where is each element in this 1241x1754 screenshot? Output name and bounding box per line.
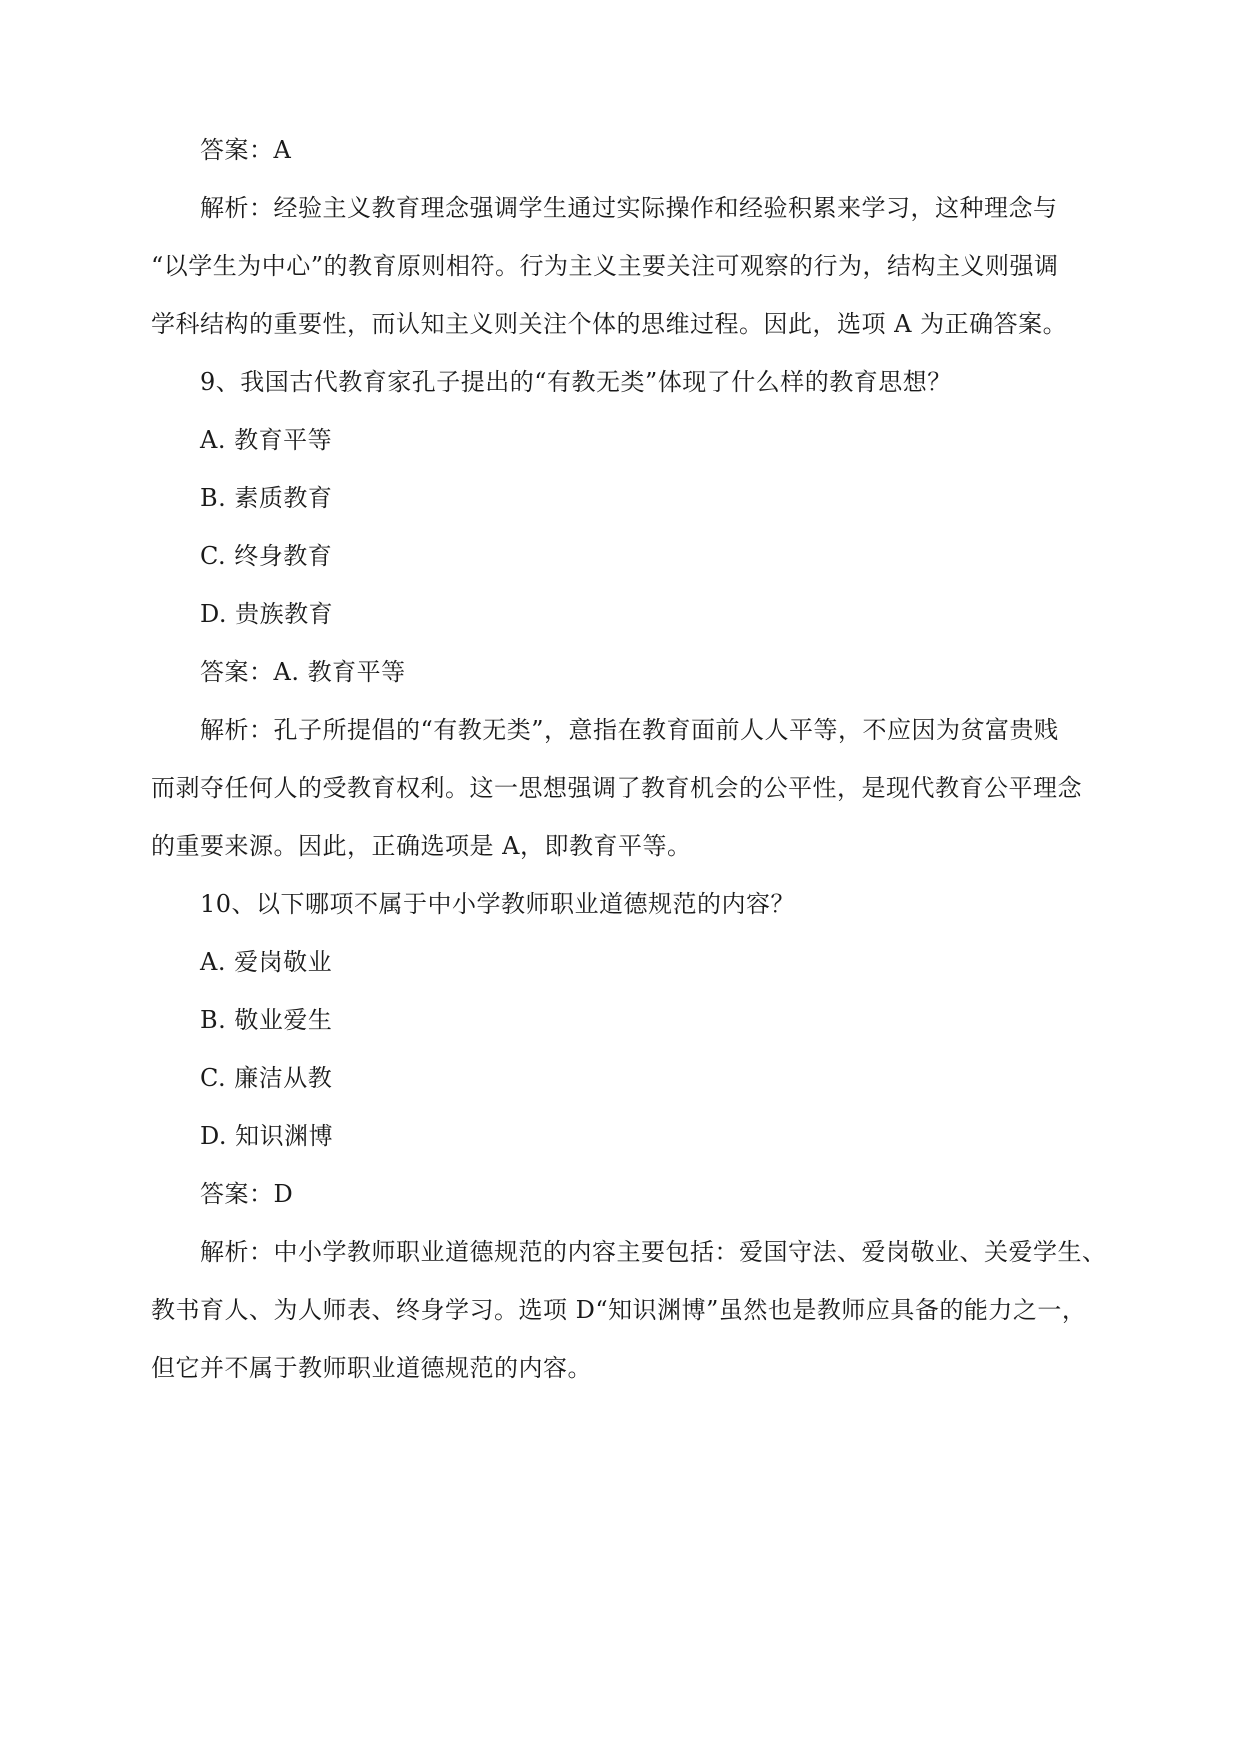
q10-question: 10、以下哪项不属于中小学教师职业道德规范的内容？ (200, 890, 796, 918)
q8-analysis-line-1: 解析：经验主义教育理念强调学生通过实际操作和经验积累来学习，这种理念与 (200, 194, 1058, 222)
q10-analysis-line-2: 教书育人、为人师表、终身学习。选项 D“知识渊博”虽然也是教师应具备的能力之一， (151, 1296, 1087, 1324)
q10-answer: 答案：D (200, 1180, 294, 1208)
q10-option-c: C. 廉洁从教 (200, 1064, 333, 1092)
q10-option-d: D. 知识渊博 (200, 1122, 334, 1150)
q9-analysis-line-2: 而剥夺任何人的受教育权利。这一思想强调了教育机会的公平性，是现代教育公平理念 (151, 774, 1082, 802)
q9-question: 9、我国古代教育家孔子提出的“有教无类”体现了什么样的教育思想？ (200, 368, 952, 396)
q9-option-d: D. 贵族教育 (200, 600, 334, 628)
q9-analysis-line-1: 解析：孔子所提倡的“有教无类”，意指在教育面前人人平等，不应因为贫富贵贱 (200, 716, 1059, 744)
q10-analysis-line-1: 解析：中小学教师职业道德规范的内容主要包括：爱国守法、爱岗敬业、关爱学生、 (200, 1238, 1107, 1266)
q10-option-b: B. 敬业爱生 (200, 1006, 333, 1034)
q9-option-b: B. 素质教育 (200, 484, 333, 512)
q8-analysis-line-3: 学科结构的重要性，而认知主义则关注个体的思维过程。因此，选项 A 为正确答案。 (151, 310, 1068, 338)
q9-analysis-line-3: 的重要来源。因此，正确选项是 A，即教育平等。 (151, 832, 692, 860)
q8-answer: 答案：A (200, 136, 292, 164)
q10-option-a: A. 爱岗敬业 (200, 948, 333, 976)
q9-answer: 答案：A. 教育平等 (200, 658, 406, 686)
q8-analysis-line-2: “以学生为中心”的教育原则相符。行为主义主要关注可观察的行为，结构主义则强调 (151, 252, 1059, 280)
q10-analysis-line-3: 但它并不属于教师职业道德规范的内容。 (151, 1354, 592, 1382)
q9-option-c: C. 终身教育 (200, 542, 333, 570)
q9-option-a: A. 教育平等 (200, 426, 333, 454)
